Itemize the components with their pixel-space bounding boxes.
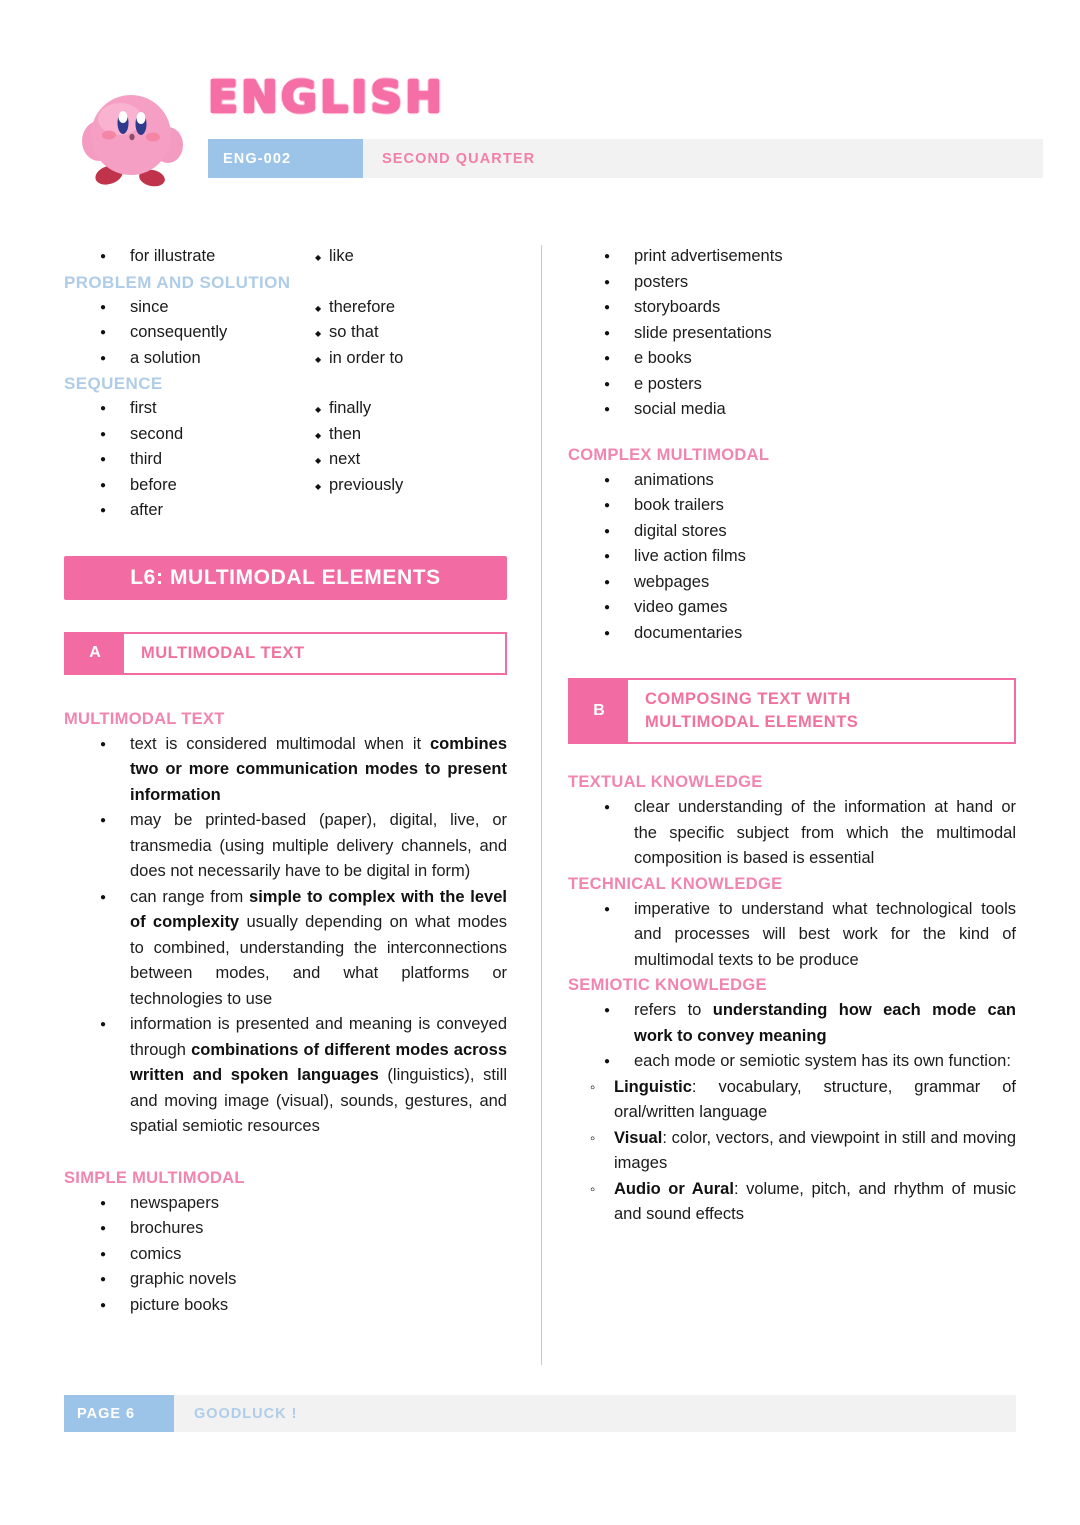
word-row: [64, 396, 507, 422]
rich-bullet: refers to understanding how each mode can work to convey meaning: [634, 1001, 1016, 1045]
word-primary: ● second: [130, 422, 183, 448]
word-primary: ● first: [130, 396, 157, 422]
section-b-box: [568, 678, 1016, 744]
heading-problem-and-solution: PROBLEM AND SOLUTION: [64, 272, 291, 292]
word-row: [64, 346, 507, 372]
mode-description: : vocabulary, structure, grammar of oral/written language: [614, 1077, 1016, 1121]
list-item: ● brochures: [64, 1216, 507, 1242]
list-item: ● e books: [568, 346, 1016, 372]
page-title: ENGLISH: [208, 72, 445, 123]
list-item: [64, 808, 507, 885]
heading-complex-multimodal: COMPLEX MULTIMODAL: [568, 445, 770, 464]
course-code-badge: ENG-002: [208, 139, 363, 178]
list-item: [64, 1012, 507, 1140]
section-a-title: MULTIMODAL TEXT: [141, 643, 305, 662]
list-item: [64, 732, 507, 809]
complex-multimodal-list: [568, 468, 1016, 647]
list-item: ● live action films: [568, 544, 1016, 570]
list-item: ● picture books: [64, 1293, 507, 1319]
word-row: [64, 473, 507, 499]
list-item: [568, 998, 1016, 1049]
word-secondary: ◆ therefore: [329, 295, 395, 321]
list-item: ● storyboards: [568, 295, 1016, 321]
word-secondary: ◆ then: [329, 422, 361, 448]
rich-bullet: text is considered multimodal when it combines two or more communication modes to present information: [130, 734, 507, 804]
word-row: [64, 498, 507, 524]
list-item: ● print advertisements: [568, 244, 1016, 270]
list-item: ● imperative to understand what technological tools and processes will best work for the kind of multimodal texts to be produce: [568, 897, 1016, 974]
list-item: ● posters: [568, 270, 1016, 296]
list-item: ● video games: [568, 595, 1016, 621]
word-secondary: ◆ in order to: [329, 346, 403, 372]
section-b-title-line-2: MULTIMODAL ELEMENTS: [645, 713, 859, 731]
semiotic-modes-list: [568, 1075, 1016, 1228]
page-footer: [64, 1395, 1016, 1432]
mode-description: : volume, pitch, and rhythm of music and sound effects: [614, 1179, 1016, 1223]
section-b-title-line-1: COMPOSING TEXT WITH: [645, 690, 851, 708]
section-b-letter: B: [570, 680, 628, 742]
word-primary: ● consequently: [130, 320, 227, 346]
list-item: ● book trailers: [568, 493, 1016, 519]
word-primary: ● before: [130, 473, 177, 499]
list-item: ● e posters: [568, 372, 1016, 398]
textual-knowledge-list: [568, 795, 1016, 872]
simple-multimodal-list: [64, 1191, 507, 1319]
list-item: ● clear understanding of the information at hand or the specific subject from which the multimodal composition is based is essential: [568, 795, 1016, 872]
problem-and-solution-list: [64, 295, 507, 372]
sequence-list: [64, 396, 507, 524]
mode-label: Visual: [614, 1128, 663, 1147]
mode-description: : color, vectors, and viewpoint in still and moving images: [614, 1128, 1016, 1172]
heading-textual-knowledge: TEXTUAL KNOWLEDGE: [568, 773, 763, 791]
word-row: [64, 295, 507, 321]
list-item: [568, 1177, 1016, 1228]
heading-multimodal-text: MULTIMODAL TEXT: [64, 709, 225, 728]
list-item: ● slide presentations: [568, 321, 1016, 347]
list-item: ● newspapers: [64, 1191, 507, 1217]
transition-words-top: [64, 244, 507, 270]
header-bar: [208, 139, 1043, 178]
page-number-badge: PAGE 6: [64, 1395, 174, 1432]
word-secondary: ◆ finally: [329, 396, 371, 422]
rich-bullet: can range from simple to complex with the level of complexity usually depending on what modes to combined, understanding the interconnections between modes, and what platforms or technologies to use: [130, 887, 508, 1008]
section-b-title: [628, 680, 858, 742]
word-row: [64, 447, 507, 473]
word-primary: ● a solution: [130, 346, 201, 372]
list-item: ● each mode or semiotic system has its own function:: [568, 1049, 1016, 1075]
list-item: ● documentaries: [568, 621, 1016, 647]
simple-multimodal-continued-list: [568, 244, 1016, 423]
mode-label: Audio or Aural: [614, 1179, 734, 1198]
list-item: ● digital stores: [568, 519, 1016, 545]
heading-semiotic-knowledge: SEMIOTIC KNOWLEDGE: [568, 976, 767, 994]
footer-message: GOODLUCK !: [194, 1405, 298, 1422]
rich-bullet: information is presented and meaning is conveyed through combinations of different modes across written and spoken languages (linguistics), still and moving image (visual), sounds, gestures, and spatial semiotic resources: [130, 1015, 507, 1135]
left-column: [64, 244, 507, 1318]
rich-bullet: may be printed-based (paper), digital, live, or transmedia (using multiple delivery channels, and does not necessarily have to be digital in form): [130, 811, 507, 880]
heading-simple-multimodal: SIMPLE MULTIMODAL: [64, 1168, 245, 1187]
section-a-letter: A: [66, 634, 124, 673]
technical-knowledge-list: [568, 897, 1016, 974]
list-item: ● comics: [64, 1242, 507, 1268]
list-item: [64, 885, 507, 1013]
list-item: ● social media: [568, 397, 1016, 423]
kirby-icon: [73, 83, 187, 188]
heading-technical-knowledge: TECHNICAL KNOWLEDGE: [568, 874, 783, 893]
column-divider: [541, 245, 542, 1365]
word-secondary: ◆ so that: [329, 320, 379, 346]
word-row: [64, 422, 507, 448]
word-primary: ● after: [130, 498, 163, 524]
word-row: [64, 320, 507, 346]
list-item: [568, 1126, 1016, 1177]
list-item: ● webpages: [568, 570, 1016, 596]
right-column: [568, 244, 1016, 1228]
lesson-banner: L6: MULTIMODAL ELEMENTS: [64, 556, 507, 600]
quarter-label: SECOND QUARTER: [382, 150, 536, 167]
word-primary: ● since: [130, 295, 169, 321]
section-a-box: [64, 632, 507, 675]
word-secondary: ◆ next: [329, 447, 360, 473]
mode-label: Linguistic: [614, 1077, 692, 1096]
word-secondary: ◆ like: [329, 244, 354, 270]
semiotic-knowledge-list: [568, 998, 1016, 1075]
page-header: [0, 0, 1080, 210]
list-item: ● graphic novels: [64, 1267, 507, 1293]
word-primary: ● third: [130, 447, 162, 473]
word-secondary: ◆ previously: [329, 473, 403, 499]
list-item: ● animations: [568, 468, 1016, 494]
heading-sequence: SEQUENCE: [64, 374, 163, 393]
word-primary: ● for illustrate: [130, 244, 215, 270]
multimodal-text-list: [64, 732, 507, 1140]
list-item: [568, 1075, 1016, 1126]
word-row: [64, 244, 507, 270]
